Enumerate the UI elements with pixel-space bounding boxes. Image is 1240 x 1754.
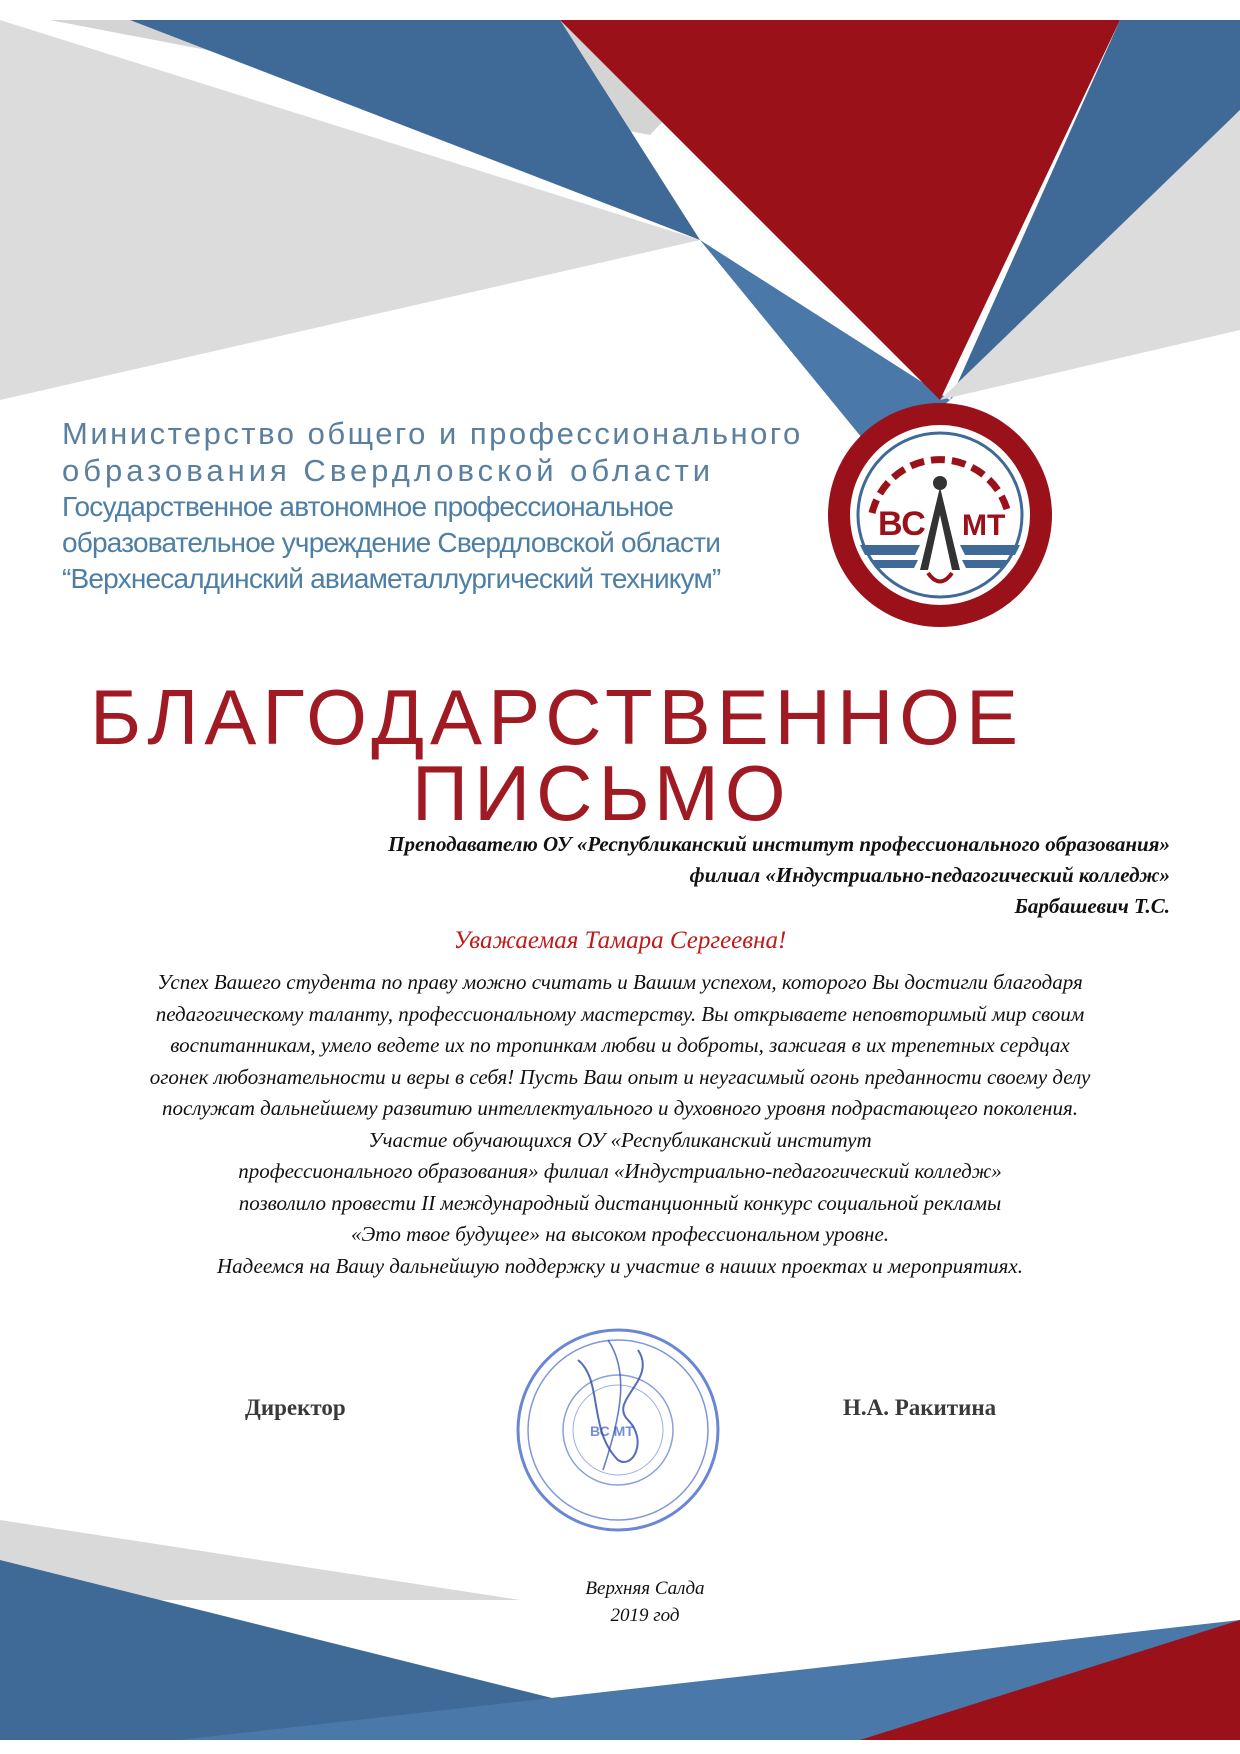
recipient-line-1: Преподавателю ОУ «Республиканский институт профессионального образования» <box>388 832 1170 856</box>
recipient-name: Барбашевич Т.С. <box>1014 894 1170 918</box>
institution-line-2: образовательное учреждение Свердловской области <box>62 527 721 558</box>
body-line: позволило провести II международный дистанционный конкурс социальной рекламы <box>238 1190 1002 1215</box>
ministry-header <box>62 415 803 597</box>
body-line: послужат дальнейшему развитию интеллектуального и духовного уровня подрастающего поколения. <box>162 1096 1078 1120</box>
body-line: Надеемся на Вашу дальнейшую поддержку и участие в наших проектах и мероприятиях. <box>216 1253 1024 1278</box>
institution-line-1: Государственное автономное профессиональное <box>62 491 674 522</box>
signature-position: Директор <box>245 1395 346 1420</box>
letter-body <box>70 967 1170 1282</box>
body-line: «Это твое будущее» на высоком профессиональном уровне. <box>350 1222 890 1246</box>
body-line: Участие обучающихся ОУ «Республиканский институт <box>368 1127 872 1152</box>
title-line-2: ПИСЬМО <box>412 749 792 837</box>
compass-wings-emblem-icon <box>820 395 1060 635</box>
institution-line-3: “Верхнесалдинский авиаметаллургический техникум” <box>62 563 721 594</box>
body-line: Успех Вашего студента по праву можно считать и Вашим успехом, которого Вы достигли благодаря <box>157 970 1083 994</box>
footer-year: 2019 год <box>610 1605 680 1626</box>
body-line: воспитанникам, умело ведете их по тропинкам любви и доброты, зажигая в их трепетных сердцах <box>170 1033 1070 1057</box>
recipient-line-2: филиал «Индустриально-педагогический колледж» <box>689 863 1170 887</box>
emblem-left-text: ВС <box>878 505 926 543</box>
footer <box>0 1575 1240 1629</box>
recipient-block <box>70 829 1170 922</box>
body-line: профессионального образования» филиал «Индустриально-педагогический колледж» <box>238 1159 1002 1183</box>
emblem-right-text: МТ <box>962 509 1006 542</box>
body-line: огонек любознательности и веры в себя! Пусть Ваш опыт и неугасимый огонь преданности своему делу <box>149 1064 1091 1089</box>
salutation: Уважаемая Тамара Сергеевна! <box>453 927 787 954</box>
svg-text:ВС МТ: ВС МТ <box>590 1423 634 1439</box>
ministry-line-2: образования Свердловской области <box>62 453 715 488</box>
title-line-1: БЛАГОДАРСТВЕННОЕ <box>90 673 1025 761</box>
round-seal-stamp-icon <box>508 1320 728 1540</box>
signature-name: Н.А. Ракитина <box>843 1395 997 1420</box>
footer-city: Верхняя Салда <box>585 1578 705 1599</box>
ministry-line-1: Министерство общего и профессионального <box>62 416 803 451</box>
body-line: педагогическому таланту, профессиональному мастерству. Вы открываете неповторимый мир своим <box>155 1001 1085 1026</box>
